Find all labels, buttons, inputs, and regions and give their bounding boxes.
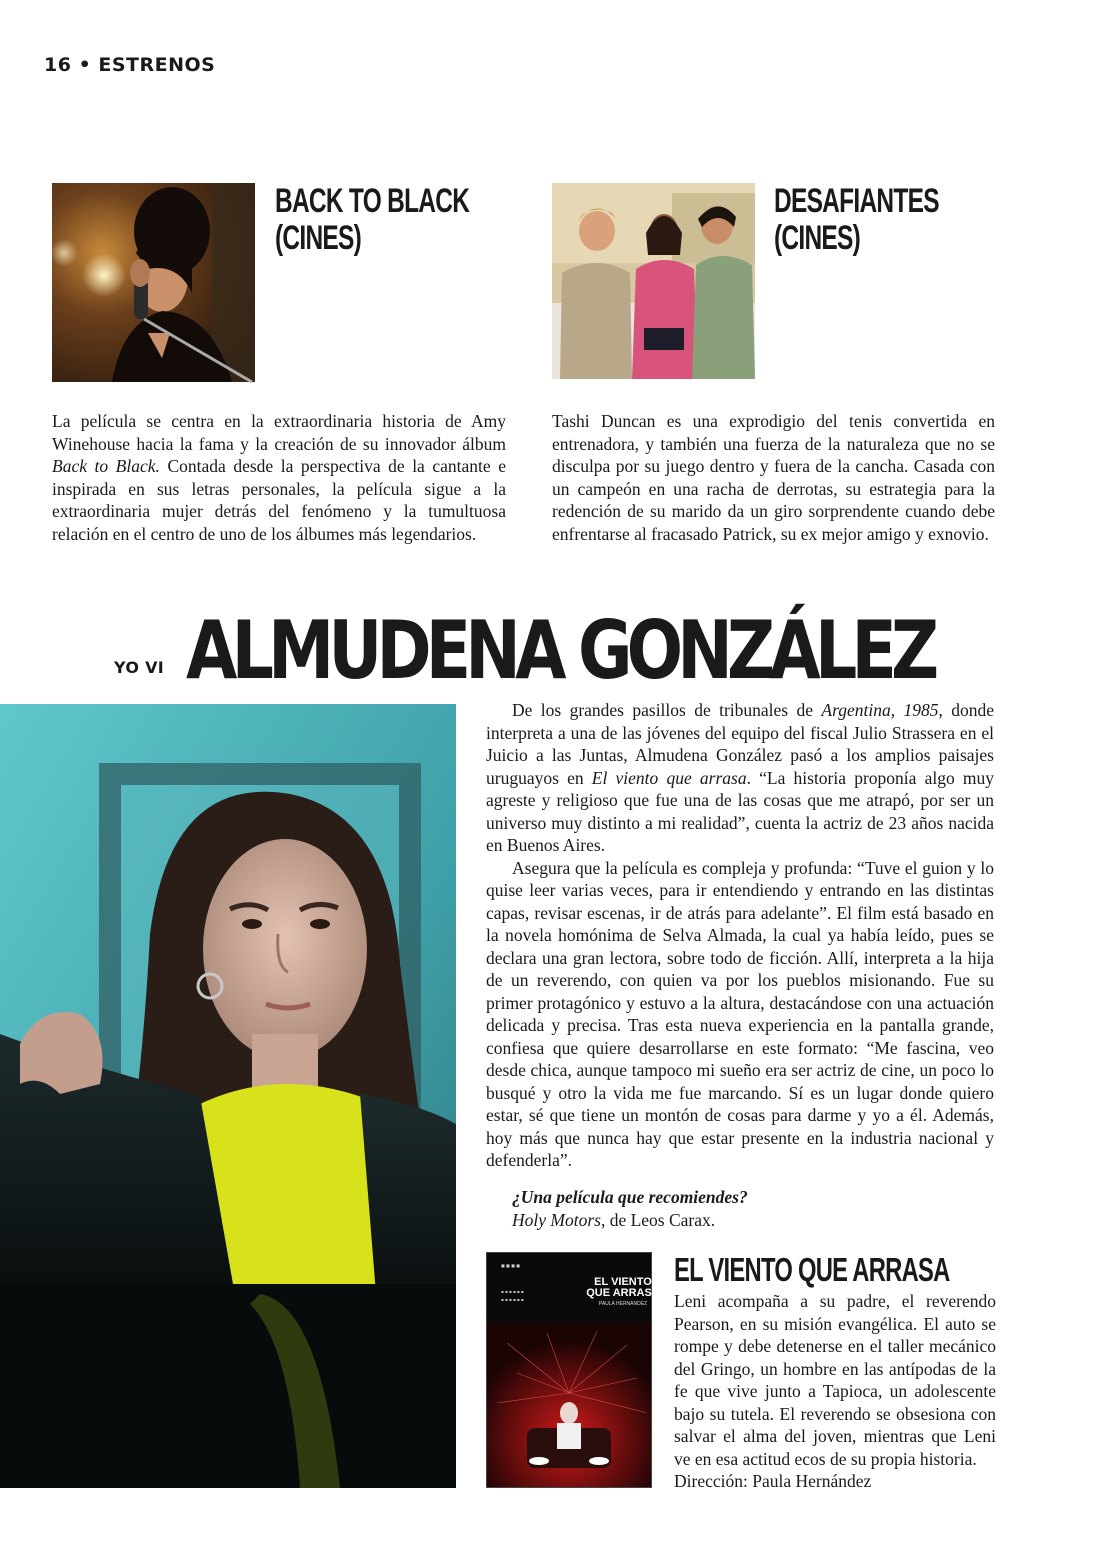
director-credit: Dirección: Paula Hernández — [674, 1471, 872, 1491]
film-reference: Argentina, 1985 — [821, 700, 939, 720]
poster-director: PAULA HERNÁNDEZ — [598, 1301, 648, 1307]
almudena-portrait — [0, 704, 456, 1488]
paragraph-text: De los grandes pasillos de tribunales de — [512, 700, 822, 720]
interview-paragraph: Asegura que la película es compleja y profunda: “Tuve el guion y lo quise leer varias veces, para ir entendiendo y entrando en las distintas capas, revisar escenas, ir de atrás para adelante”. El film está basado en la novela homónima de Selva Almada, la cual ya había leído, pues se declara una gran lectora, sobre todo de ficción. Allí, interpreta a la hija de un reverendo, con quien va por los pueblos misionando. Fue su primer protagónico y estuvo a la altura, destacándose con una actuación delicada y precisa. Tras esta nueva experiencia en la pantalla grande, confiesa que quiere desarrollarse en este formato: “Me fascina, veo desde chica, aunque tampoco mi sueño era ser actriz de cine, un poco lo busqué y otro la vida me fue marcando. Sí es un lugar donde quiero estar, sé que tiene un montón de cosas para darme y yo a él. Además, hoy más que nunca hay que estar presente en la industria nacional y defenderla”. — [486, 857, 994, 1170]
paragraph-text: . “La historia proponía algo muy agreste y religioso que fue una de las cosas que me atrapó, por ser un universo muy distinto a mi realidad”, cuenta la actriz de 23 años nacida en Buenos Aires. — [486, 767, 994, 855]
recommendation-block — [512, 1186, 992, 1231]
back-to-black-title — [275, 183, 469, 258]
synopsis-text: Leni acompaña a su padre, el reverendo Pearson, en su misión evangélica. El auto se rompe y debe detenerse en el taller mecánico del Gringo, un hombre en las antípodas de la fe que vive junto a Tapioca, un adolescente bajo su tutela. El reverendo se obsesiona con salvar el alma del joven, mientras que Leni ve en esa actitud ecos de su propia historia. — [674, 1291, 996, 1469]
recommended-film: Holy Motors — [512, 1209, 601, 1230]
film-format: (CINES) — [275, 219, 362, 258]
poster-title-line: QUE ARRASA — [586, 1287, 660, 1299]
film-title-line: DESAFIANTES — [774, 182, 939, 220]
album-title: Back to Black. — [52, 456, 160, 476]
section-name: ESTRENOS — [98, 54, 216, 76]
interview-paragraph — [486, 699, 994, 857]
back-to-black-photo — [52, 183, 255, 382]
page-number: 16 — [44, 54, 72, 76]
page-header — [44, 54, 215, 76]
section-kicker: YO VI — [114, 658, 165, 677]
film-reference: El viento que arrasa — [591, 767, 747, 788]
back-to-black-synopsis — [52, 410, 506, 545]
svg-text:■ ■ ■ ■: ■ ■ ■ ■ — [501, 1263, 520, 1268]
el-viento-que-arrasa-synopsis — [674, 1290, 996, 1493]
poster-title-line: EL VIENTO — [594, 1276, 652, 1288]
desafiantes-photo — [552, 183, 755, 379]
synopsis-text: La película se centra en la extraordinaria historia de Amy Winehouse hacia la fama y la creación de su innovador álbum — [52, 411, 506, 454]
feature-headline: ALMUDENA GONZÁLEZ — [186, 604, 934, 697]
el-viento-que-arrasa-title: EL VIENTO QUE ARRASA — [674, 1251, 950, 1288]
synopsis-text: Contada desde la perspectiva de la cantante e inspirada en sus letras personales, la película sigue a la extraordinaria mujer detrás del fenómeno y la tumultuosa relación en el centro de uno de los álbumes más legendarios. — [52, 456, 506, 544]
paragraph-text: , donde interpreta a una de las jóvenes del equipo del fiscal Julio Strassera en el Juicio a las Juntas, Almudena González pasó a los amplios paisajes uruguayos en — [486, 700, 994, 788]
recommended-director: , de Leos Carax. — [600, 1209, 716, 1230]
film-format: (CINES) — [774, 219, 861, 258]
recommendation-question: ¿Una película que recomiendes? — [512, 1187, 748, 1207]
desafiantes-title — [774, 183, 939, 258]
interview-body — [486, 699, 994, 1172]
film-title-line: BACK TO BLACK — [275, 182, 470, 220]
desafiantes-synopsis: Tashi Duncan es una exprodigio del tenis convertida en entrenadora, y también una fuerza de la naturaleza que no se disculpa por su juego dentro y fuera de la cancha. Casada con un campeón en una racha de derrotas, su estrategia para la redención de su marido da un giro sorprendente cuando debe enfrentarse al fracasado Patrick, su ex mejor amigo y exnovio. — [552, 411, 995, 544]
svg-text:▪ ▪ ▪ ▪ ▪ ▪: ▪ ▪ ▪ ▪ ▪ ▪ — [501, 1289, 524, 1294]
el-viento-que-arrasa-poster — [486, 1252, 660, 1488]
svg-text:▪ ▪ ▪ ▪ ▪ ▪: ▪ ▪ ▪ ▪ ▪ ▪ — [501, 1297, 524, 1302]
header-separator: • — [78, 54, 92, 76]
